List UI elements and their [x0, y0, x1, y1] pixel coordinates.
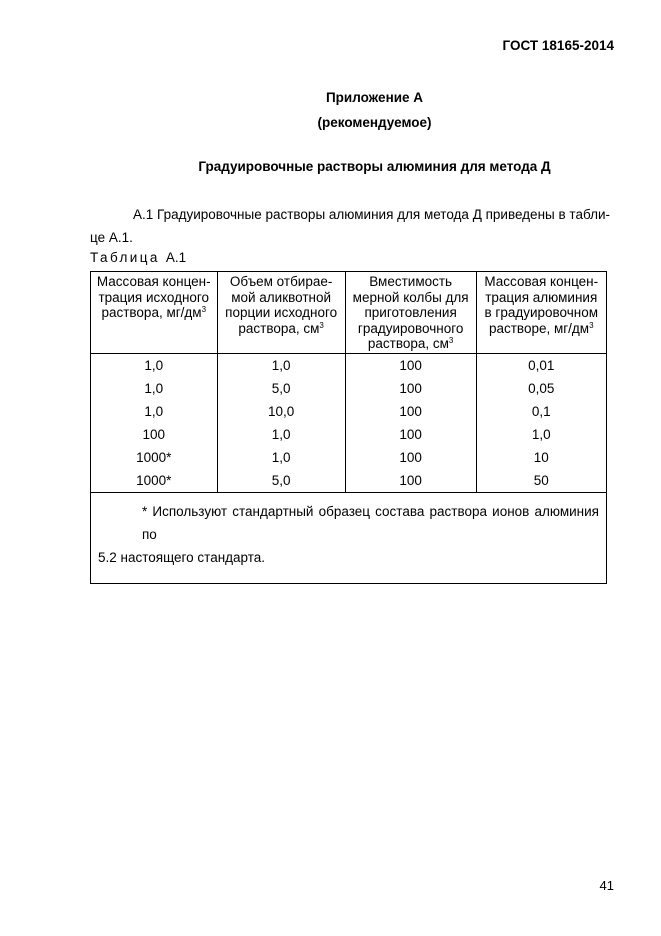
table-footnote-row: [91, 492, 607, 583]
data-table: [90, 271, 607, 584]
appendix-status: (рекомендуемое): [317, 115, 432, 130]
table-caption-number: А.1: [165, 250, 187, 265]
table-footnote: [91, 492, 607, 583]
header-cell-aluminium-concentration: Массовая концен- трация алюминия в градуировочном растворе, $мг/дм^3$: [476, 272, 606, 354]
table-cell: 100: [345, 400, 476, 423]
table-caption-word: Таблица: [90, 250, 160, 265]
header-cell-flask-volume: Вместимость мерной колбы для приготовления градуировочного раствора, $см^3$: [345, 272, 476, 354]
table-cell: 0,1: [476, 400, 606, 423]
table-cell: 1,0: [476, 423, 606, 446]
table-row: [91, 353, 607, 377]
header-cell-aliquot-volume: Объем отбирае- мой аликвотной порции исходного раствора, $см^3$: [217, 272, 345, 354]
intro-line-1: А.1 Градуировочные растворы алюминия для метода Д приведены в табли-: [133, 207, 610, 222]
table-cell: 1000*: [91, 446, 218, 469]
table-cell: 100: [345, 353, 476, 377]
table-caption: [90, 250, 186, 265]
table-cell: 1000*: [91, 469, 218, 493]
table-cell: 1,0: [217, 423, 345, 446]
appendix-title: Приложение А: [325, 90, 424, 105]
table-row: [91, 400, 607, 423]
table-header-row: [91, 272, 607, 354]
table-cell: 1,0: [217, 353, 345, 377]
table-cell: 10,0: [217, 400, 345, 423]
table-cell: 1,0: [91, 377, 218, 400]
table-cell: 1,0: [91, 400, 218, 423]
table-row: [91, 377, 607, 400]
table-cell: 10: [476, 446, 606, 469]
table-cell: 0,05: [476, 377, 606, 400]
header-cell-initial-concentration: Массовая концен- трация исходного раствора, $мг/дм^3$: [91, 272, 218, 354]
table-cell: 100: [345, 446, 476, 469]
table-cell: 0,01: [476, 353, 606, 377]
table-row: [91, 446, 607, 469]
document-code: ГОСТ 18165-2014: [502, 38, 614, 53]
table-cell: 5,0: [217, 469, 345, 493]
footnote-line-2: 5.2 настоящего стандарта.: [98, 549, 266, 565]
table-cell: 1,0: [217, 446, 345, 469]
table-row: [91, 423, 607, 446]
table-cell: 100: [345, 469, 476, 493]
table-row: [91, 469, 607, 493]
table-cell: 100: [345, 423, 476, 446]
table-cell: 100: [91, 423, 218, 446]
footnote-line-1: * Используют стандартный образец состава раствора ионов алюминия по: [142, 503, 599, 542]
table-cell: 5,0: [217, 377, 345, 400]
appendix-heading: Градуировочные растворы алюминия для метода Д: [198, 159, 551, 174]
intro-line-2: це А.1.: [90, 230, 133, 245]
table-cell: 50: [476, 469, 606, 493]
page-number: 41: [599, 878, 614, 893]
table-cell: 1,0: [91, 353, 218, 377]
intro-paragraph: [90, 203, 610, 249]
table-cell: 100: [345, 377, 476, 400]
